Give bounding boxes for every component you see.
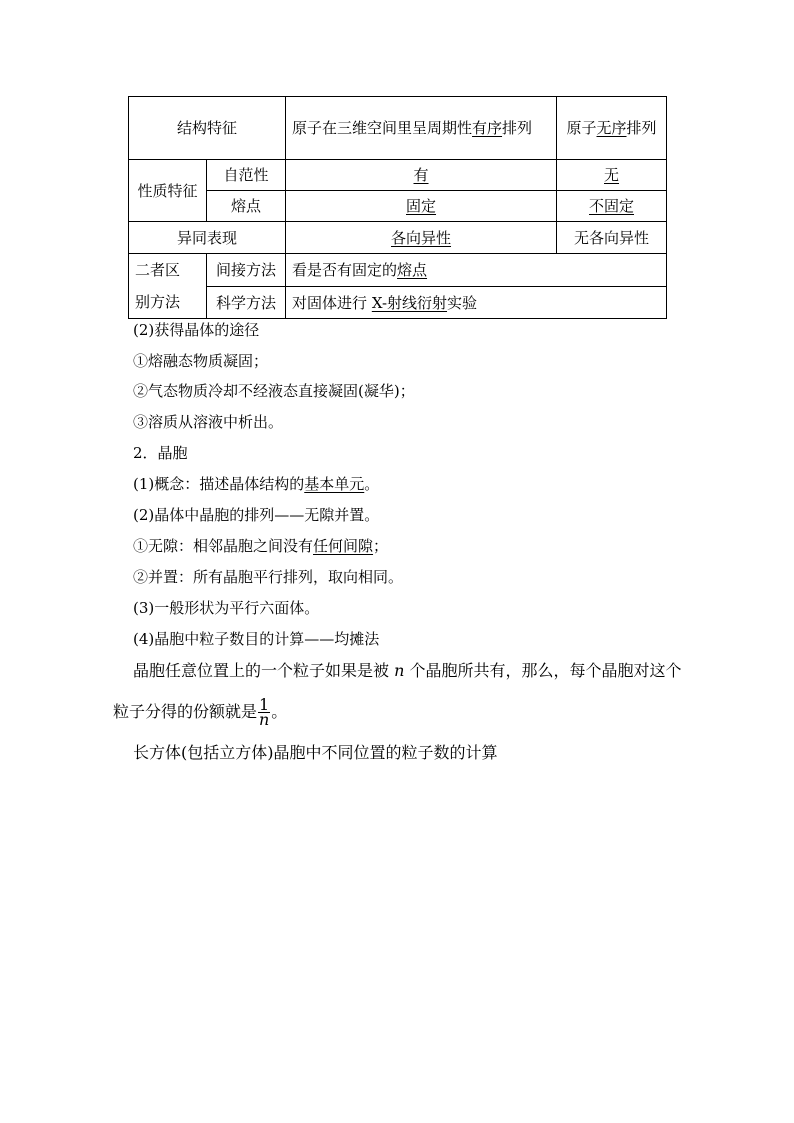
distinguish-label: 二者区 别方法 — [129, 254, 207, 319]
heading-obtain-crystal: (2)获得晶体的途径 — [133, 321, 260, 339]
scientific-label: 科学方法 — [207, 287, 286, 319]
melt-crystal: 固定 — [286, 191, 557, 222]
self-label: 自范性 — [207, 160, 286, 191]
structure-amorphous: 原子无序排列 — [557, 97, 667, 160]
arrangement-line: (2)晶体中晶胞的排列——无隙并置。 — [133, 506, 380, 524]
no-gap-line: ①无隙：相邻晶胞之间没有任何间隙； — [133, 537, 389, 555]
iso-amorphous: 无各向异性 — [557, 222, 667, 254]
heading-unit-cell: 2．晶胞 — [133, 444, 188, 462]
shape-line: (3)一般形状为平行六面体。 — [133, 599, 320, 617]
paragraph-line-3: 长方体(包括立方体)晶胞中不同位置的粒子数的计算 — [133, 743, 498, 762]
paragraph-line-2: 粒子分得的份额就是 $\frac{1}{n}$ 。 — [113, 695, 288, 729]
self-amorphous: 无 — [557, 160, 667, 191]
iso-crystal: 各向异性 — [286, 222, 557, 254]
method-solution: ③溶质从溶液中析出。 — [133, 413, 284, 431]
parallel-line: ②并置：所有晶胞平行排列，取向相同。 — [133, 568, 404, 586]
iso-label: 异同表现 — [129, 222, 286, 254]
method-deposit: ②气态物质冷却不经液态直接凝固(凝华)； — [133, 382, 415, 400]
scientific-method: 对固体进行 X-射线衍射实验 — [286, 287, 667, 319]
paragraph-line-1: 晶胞任意位置上的一个粒子如果是被 n 个晶胞所共有，那么，每个晶胞对这个 — [133, 661, 682, 680]
melt-label: 熔点 — [207, 191, 286, 222]
melt-amorphous: 不固定 — [557, 191, 667, 222]
structure-crystal: 原子在三维空间里呈周期性有序排列 — [286, 97, 557, 160]
self-crystal: 有 — [286, 160, 557, 191]
count-heading: (4)晶胞中粒子数目的计算——均摊法 — [133, 630, 380, 648]
structure-label: 结构特征 — [129, 97, 286, 160]
fraction-one-over-n: $\frac{1}{n}$ — [258, 695, 270, 729]
concept-line: (1)概念：描述晶体结构的基本单元。 — [133, 475, 380, 493]
property-label: 性质特征 — [129, 160, 207, 222]
indirect-method: 看是否有固定的熔点 — [286, 254, 667, 287]
method-melt: ①熔融态物质凝固； — [133, 352, 269, 370]
indirect-label: 间接方法 — [207, 254, 286, 287]
comparison-table — [128, 96, 667, 319]
